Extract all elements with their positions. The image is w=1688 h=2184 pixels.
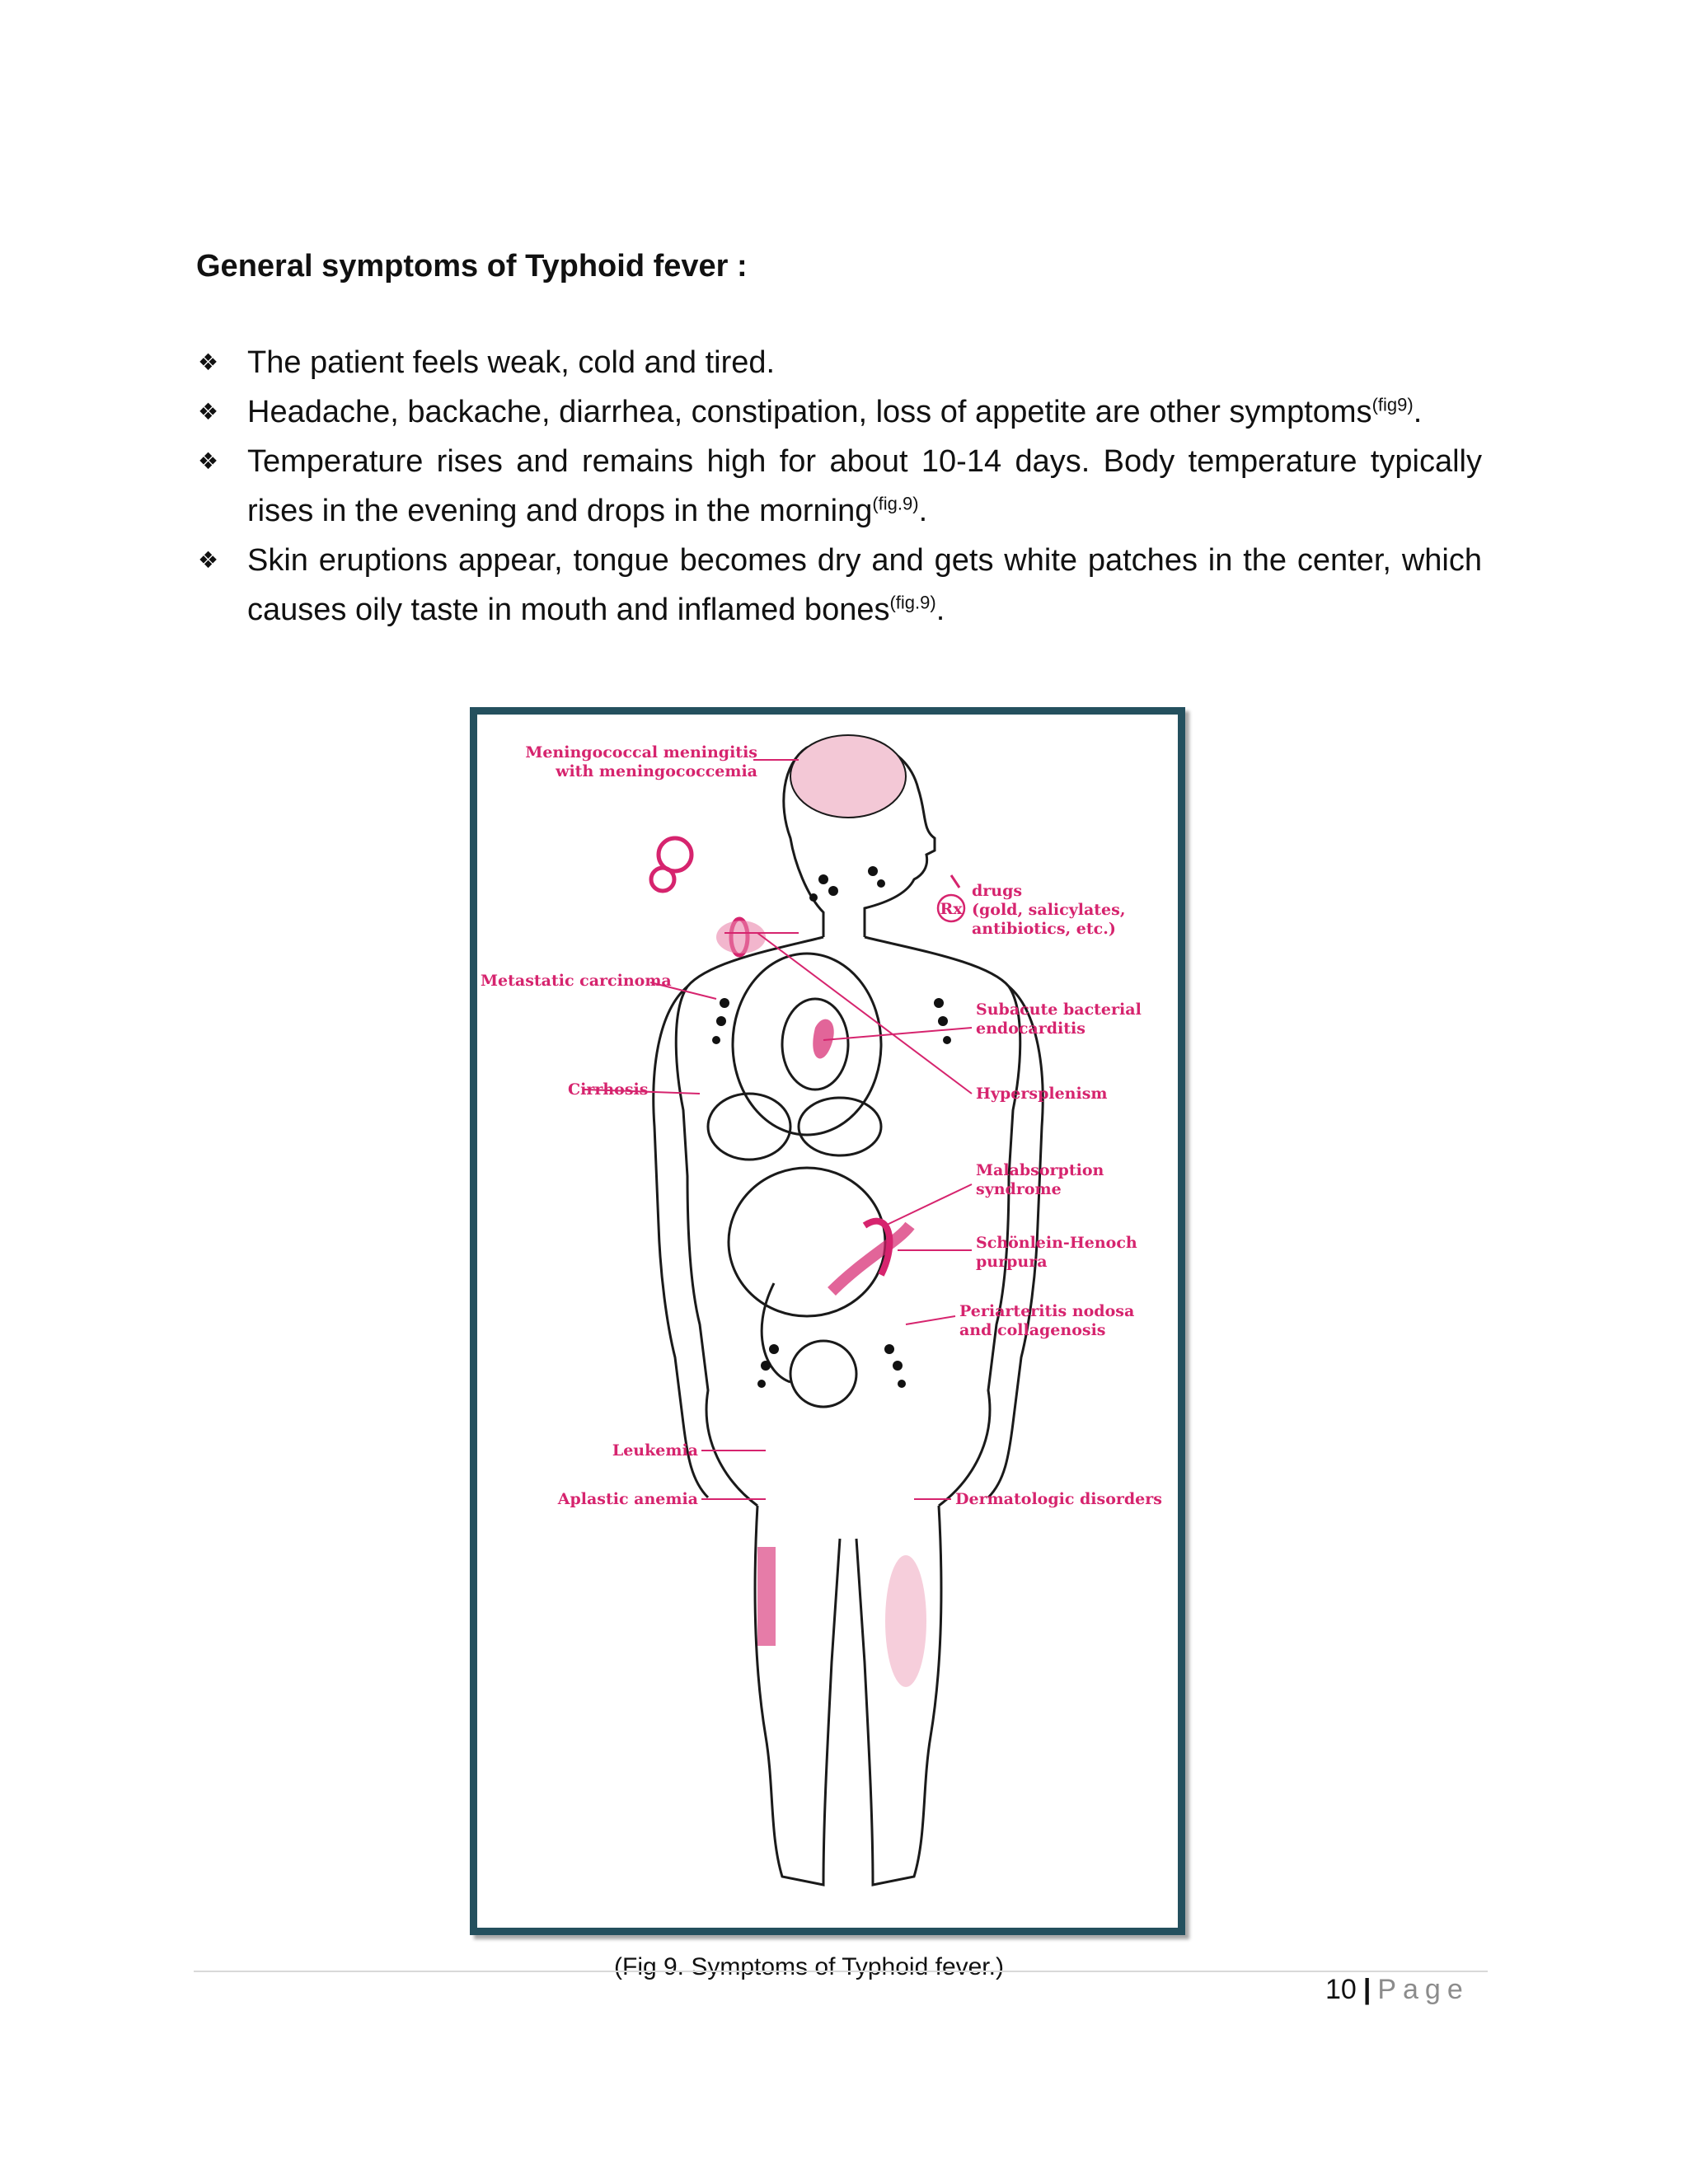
label-dermatologic-disorders: Dermatologic disorders (955, 1490, 1162, 1508)
rx-label: Rx (940, 900, 963, 918)
metastasis-mark (651, 868, 674, 891)
label-hypersplenism: Hypersplenism (976, 1085, 1108, 1103)
label-drugs-3: antibiotics, etc.) (972, 920, 1116, 938)
torso-left (676, 937, 823, 1506)
label-metastatic-carcinoma: Metastatic carcinoma (481, 972, 672, 990)
label-aplastic-anemia: Aplastic anemia (557, 1490, 698, 1508)
list-item: ❖ Temperature rises and remains high for about 10-14 days. Body temperature typically rises in the evening and drops in the morning$^{(fig.9)}$. (196, 437, 1482, 536)
footer-divider (194, 1971, 1488, 1972)
label-periarteritis-2: and collagenosis (959, 1321, 1106, 1339)
marrow-mark (757, 1547, 776, 1646)
label-meningitis-1: Meningococcal meningitis (525, 743, 757, 762)
diamond-bullet-icon: ❖ (198, 547, 219, 573)
page-separator: | (1362, 1974, 1372, 2005)
figure-reference: (fig9) (1372, 394, 1414, 415)
bullet-text: Temperature rises and remains high for about 10-14 days. Body temperature typically rises in the evening and drops in the morning (247, 444, 1482, 528)
rx-badge (938, 875, 964, 921)
label-cirrhosis: Cirrhosis (568, 1080, 649, 1099)
label-malabsorption-1: Malabsorption (976, 1161, 1104, 1179)
label-schonlein-1: Schönlein-Henoch (976, 1234, 1137, 1252)
body-diagram (477, 715, 1178, 1928)
left-arm (654, 987, 708, 1497)
figure-reference: (fig.9) (872, 493, 919, 514)
figure-reference: (fig.9) (889, 592, 936, 613)
bullet-text: The patient feels weak, cold and tired. (247, 345, 776, 380)
label-malabsorption-2: syndrome (976, 1180, 1062, 1198)
page-number: 10 (1325, 1974, 1357, 2005)
figure-caption: (Fig 9. Symptoms of Typhoid fever.) (614, 1953, 1004, 1980)
symptom-list (196, 338, 1482, 635)
list-item (196, 338, 1482, 387)
list-item: ❖ Headache, backache, diarrhea, constipation, loss of appetite are other symptoms$^{(fig9)}$. (196, 387, 1482, 437)
intestines (729, 1168, 885, 1316)
label-subacute-1: Subacute bacterial (976, 1001, 1142, 1019)
label-drugs-2: (gold, salicylates, (972, 901, 1126, 919)
brain (790, 735, 906, 818)
diamond-bullet-icon: ❖ (198, 399, 219, 424)
diamond-bullet-icon: ❖ (198, 448, 219, 474)
label-drugs-1: drugs (972, 882, 1023, 900)
label-periarteritis-1: Periarteritis nodosa (959, 1302, 1135, 1320)
bullet-text: Headache, backache, diarrhea, constipation, loss of appetite are other symptoms (247, 395, 1372, 429)
purpura-mark (832, 1226, 910, 1291)
cirrhosis-mark (716, 921, 766, 954)
bladder (790, 1341, 856, 1407)
label-schonlein-2: purpura (976, 1253, 1048, 1271)
bullet-text: Skin eruptions appear, tongue becomes dry and gets white patches in the center, which causes oily taste in mouth and inflamed bones (247, 543, 1482, 627)
section-heading: General symptoms of Typhoid fever : (196, 249, 748, 284)
diamond-bullet-icon: ❖ (198, 349, 219, 375)
label-meningitis-2: with meningococcemia (556, 762, 757, 780)
label-subacute-2: endocarditis (976, 1019, 1085, 1038)
page-word: Page (1377, 1974, 1470, 2005)
page-number-footer (1325, 1974, 1470, 2006)
skin-rash-mark (885, 1555, 926, 1687)
label-leukemia: Leukemia (612, 1441, 698, 1460)
list-item: ❖ Skin eruptions appear, tongue becomes dry and gets white patches in the center, which causes oily taste in mouth and inflamed bones$^{(fig.9)}$. (196, 536, 1482, 635)
figure-frame (470, 707, 1185, 1935)
